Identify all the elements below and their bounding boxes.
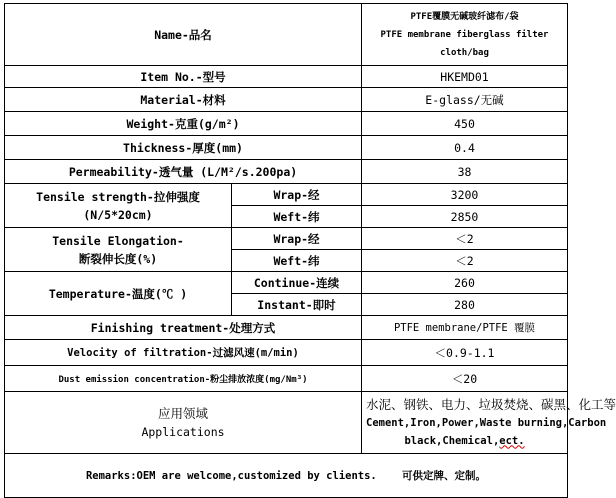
- product-name-cell: [362, 4, 568, 66]
- dust-label: Dust emission concentration-粉尘排放浓度(mg/Nm³): [5, 366, 362, 392]
- applications-value-cn: 水泥、钢铁、电力、垃圾焚烧、碳黑、化工等: [366, 396, 616, 412]
- weight-label: Weight-克重(g/m²): [5, 112, 362, 136]
- table-row: [5, 366, 568, 392]
- table-row: [5, 392, 568, 454]
- tensile-strength-label-line1: Tensile strength-拉伸强度: [36, 189, 200, 204]
- material-value: E-glass/无碱: [362, 88, 568, 112]
- tensile-elongation-label-line2: 断裂伸长度(%): [78, 251, 158, 266]
- weight-value: 450: [362, 112, 568, 136]
- finishing-value: PTFE membrane/PTFE 覆膜: [362, 316, 568, 340]
- table-row: [5, 112, 568, 136]
- spec-table: [4, 3, 616, 498]
- applications-value-en-2: black,Chemical,: [404, 434, 500, 447]
- table-row: [5, 66, 568, 88]
- applications-value-en-2-line: [366, 432, 563, 450]
- tensile-elongation-warp-label: Wrap-经: [232, 228, 362, 250]
- tensile-elongation-weft-label: Weft-纬: [232, 250, 362, 272]
- table-row: [5, 228, 568, 250]
- item-no-value: HKEMD01: [362, 66, 568, 88]
- table-row: [5, 4, 568, 66]
- name-label: Name-品名: [5, 4, 362, 66]
- velocity-value: ＜0.9-1.1: [362, 340, 568, 366]
- applications-value: [362, 392, 616, 454]
- tensile-elongation-label-line1: Tensile Elongation-: [52, 233, 184, 248]
- permeability-label: Permeability-透气量 (L/M²/s.200pa): [5, 160, 362, 184]
- thickness-value: 0.4: [362, 136, 568, 160]
- tensile-strength-weft-label: Weft-纬: [232, 206, 362, 228]
- tensile-strength-weft-value: 2850: [362, 206, 568, 228]
- finishing-label: Finishing treatment-处理方式: [5, 316, 362, 340]
- tensile-elongation-warp-value: ＜2: [362, 228, 568, 250]
- tensile-strength-label-line2: (N/5*20cm): [83, 207, 153, 222]
- table-row: [5, 316, 568, 340]
- table-row: [5, 160, 568, 184]
- product-name-en: PTFE membrane fiberglass filter: [380, 29, 549, 40]
- table-row: [5, 88, 568, 112]
- tensile-strength-warp-label: Wrap-经: [232, 184, 362, 206]
- table-row: [5, 340, 568, 366]
- table-row: [5, 454, 568, 498]
- applications-label-en: Applications: [141, 424, 225, 439]
- applications-label-cn: 应用领域: [157, 405, 208, 421]
- product-name-en-cont: cloth/bag: [440, 47, 489, 58]
- table-row: [5, 272, 568, 294]
- temperature-continue-value: 260: [362, 272, 568, 294]
- tensile-strength-label: [5, 184, 232, 228]
- table-row: [5, 184, 568, 206]
- dust-value: ＜20: [362, 366, 568, 392]
- material-label: Material-材料: [5, 88, 362, 112]
- remarks: Remarks:OEM are welcome,customized by clients. 可供定牌、定制。: [5, 454, 568, 498]
- temperature-instant-value: 280: [362, 294, 568, 316]
- item-no-label: Item No.-型号: [5, 66, 362, 88]
- temperature-instant-label: Instant-即时: [232, 294, 362, 316]
- applications-value-en-1: Cement,Iron,Power,Waste burning,Carbon: [366, 416, 607, 429]
- tensile-elongation-label: [5, 228, 232, 272]
- thickness-label: Thickness-厚度(mm): [5, 136, 362, 160]
- temperature-continue-label: Continue-连续: [232, 272, 362, 294]
- product-name-cn: PTFE覆膜无碱玻纤滤布/袋: [410, 11, 519, 22]
- tensile-strength-warp-value: 3200: [362, 184, 568, 206]
- table-row: [5, 136, 568, 160]
- velocity-label: Velocity of filtration-过滤风速(m/min): [5, 340, 362, 366]
- temperature-label: Temperature-温度(℃ ): [5, 272, 232, 316]
- applications-value-en-3: ect.: [499, 434, 525, 447]
- permeability-value: 38: [362, 160, 568, 184]
- tensile-elongation-weft-value: ＜2: [362, 250, 568, 272]
- applications-label: [5, 392, 362, 454]
